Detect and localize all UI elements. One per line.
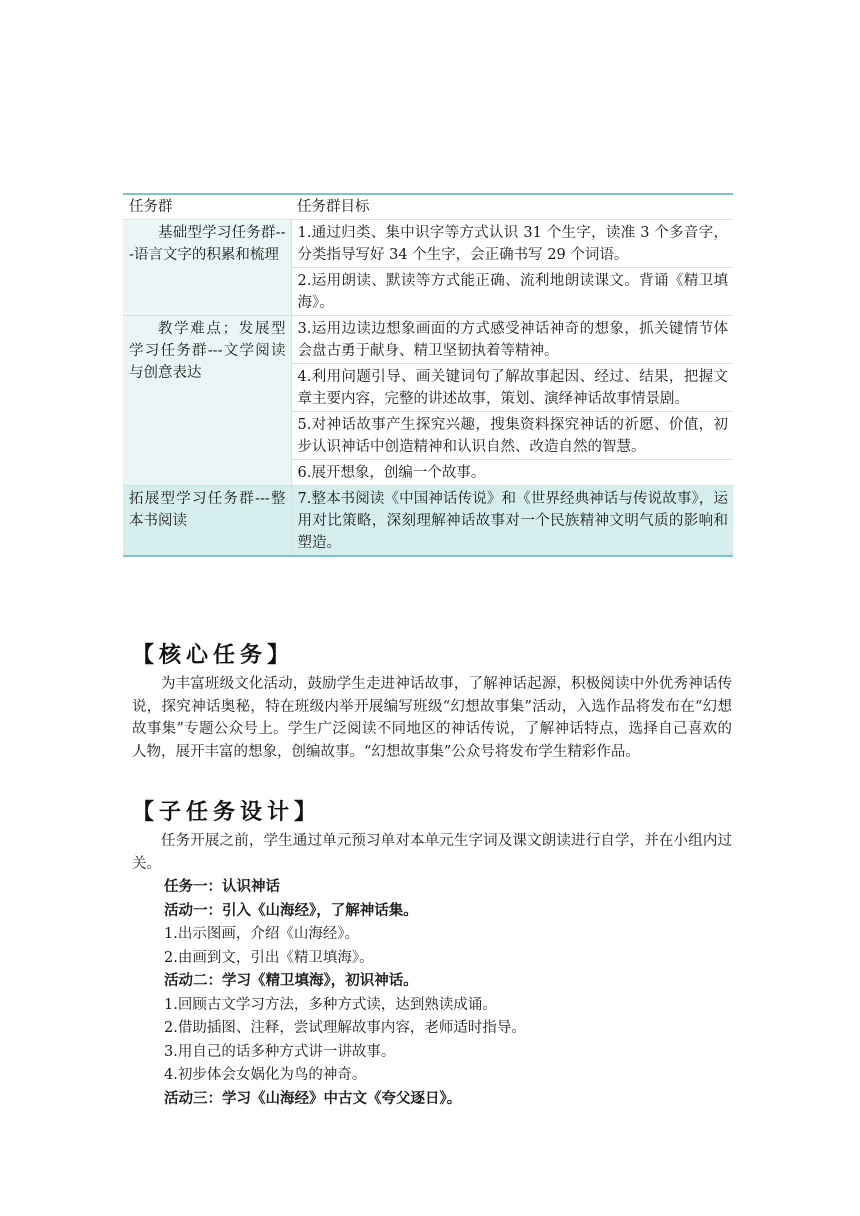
task-group-extension: 拓展型学习任务群---整本书阅读 [123, 486, 291, 557]
list-item: 4.初步体会女娲化为鸟的神奇。 [164, 1067, 367, 1083]
goal-5: 5.对神话故事产生探究兴趣，搜集资料探究神话的祈愿、价值，初步认识神话中创造精神和认识自然、改造自然的智慧。 [291, 412, 733, 460]
table-row [123, 486, 733, 557]
table-row [123, 220, 733, 268]
list-item: 2.由画到文，引出《精卫填海》。 [164, 949, 374, 966]
task1-heading: 任务一：认识神话 [164, 879, 280, 895]
task-group-basic: 基础型学习任务群---语言文字的积累和梳理 [123, 220, 291, 316]
goal-2: 2.运用朗读、默读等方式能正确、流利地朗读课文。背诵《精卫填海》。 [291, 268, 733, 316]
activity3-heading: 活动三：学习《山海经》中古文《夸父逐日》。 [164, 1090, 462, 1107]
list-item: 2.借助插图、注释，尝试理解故事内容，老师适时指导。 [164, 1020, 526, 1036]
header-task-goal: 任务群目标 [291, 194, 733, 220]
goal-1: 1.通过归类、集中识字等方式认识 31 个生字，读准 3 个多音字，分类指导写好 34 个生字，会正确书写 29 个词语。 [291, 220, 733, 268]
subtask-intro: 任务开展之前，学生通过单元预习单对本单元生字词及课文朗读进行自学，并在小组内过关。 [132, 833, 732, 872]
list-item: 1.出示图画，介绍《山海经》。 [164, 926, 360, 942]
list-item: 3.用自己的话多种方式讲一讲故事。 [164, 1043, 396, 1060]
core-task-text: 为丰富班级文化活动，鼓励学生走进神话故事，了解神话起源，积极阅读中外优秀神话传说，探究神话奥秘，特在班级内举开展编写班级“幻想故事集”活动，入选作品将发布在“幻想故事集”专题公众号上。学生广泛阅读不同地区的神话传说，了解神话特点，选择自己喜欢的人物，展开丰富的想象，创编故事。“幻想故事集”公众号将发布学生精彩作品。 [132, 676, 732, 760]
goal-6: 6.展开想象，创编一个故事。 [291, 460, 733, 486]
goal-4: 4.利用问题引导、画关键词句了解故事起因、经过、结果，把握文章主要内容，完整的讲述故事，策划、演绎神话故事情景剧。 [291, 364, 733, 412]
activity2-heading: 活动二：学习《精卫填海》，初识神话。 [164, 973, 418, 989]
header-task-group: 任务群 [123, 194, 291, 220]
list-item: 1.回顾古文学习方法，多种方式读，达到熟读成诵。 [164, 996, 497, 1013]
task-group-table [123, 193, 733, 557]
subtask-content [132, 876, 732, 1111]
core-task-title: 【核心任务】 [132, 643, 295, 668]
task-group-development: 教学难点；发展型学习任务群---文学阅读与创意表达 [123, 316, 291, 486]
goal-3: 3.运用边读边想象画面的方式感受神话神奇的想象，抓关键情节体会盘古勇于献身、精卫坚韧执着等精神。 [291, 316, 733, 364]
table-header-row [123, 194, 733, 220]
subtask-title: 【子任务设计】 [132, 800, 322, 825]
goal-7: 7.整本书阅读《中国神话传说》和《世界经典神话与传说故事》，运用对比策略，深刻理解神话故事对一个民族精神文明气质的影响和塑造。 [291, 486, 733, 557]
activity1-heading: 活动一：引入《山海经》，了解神话集。 [164, 902, 418, 919]
table-row [123, 316, 733, 364]
